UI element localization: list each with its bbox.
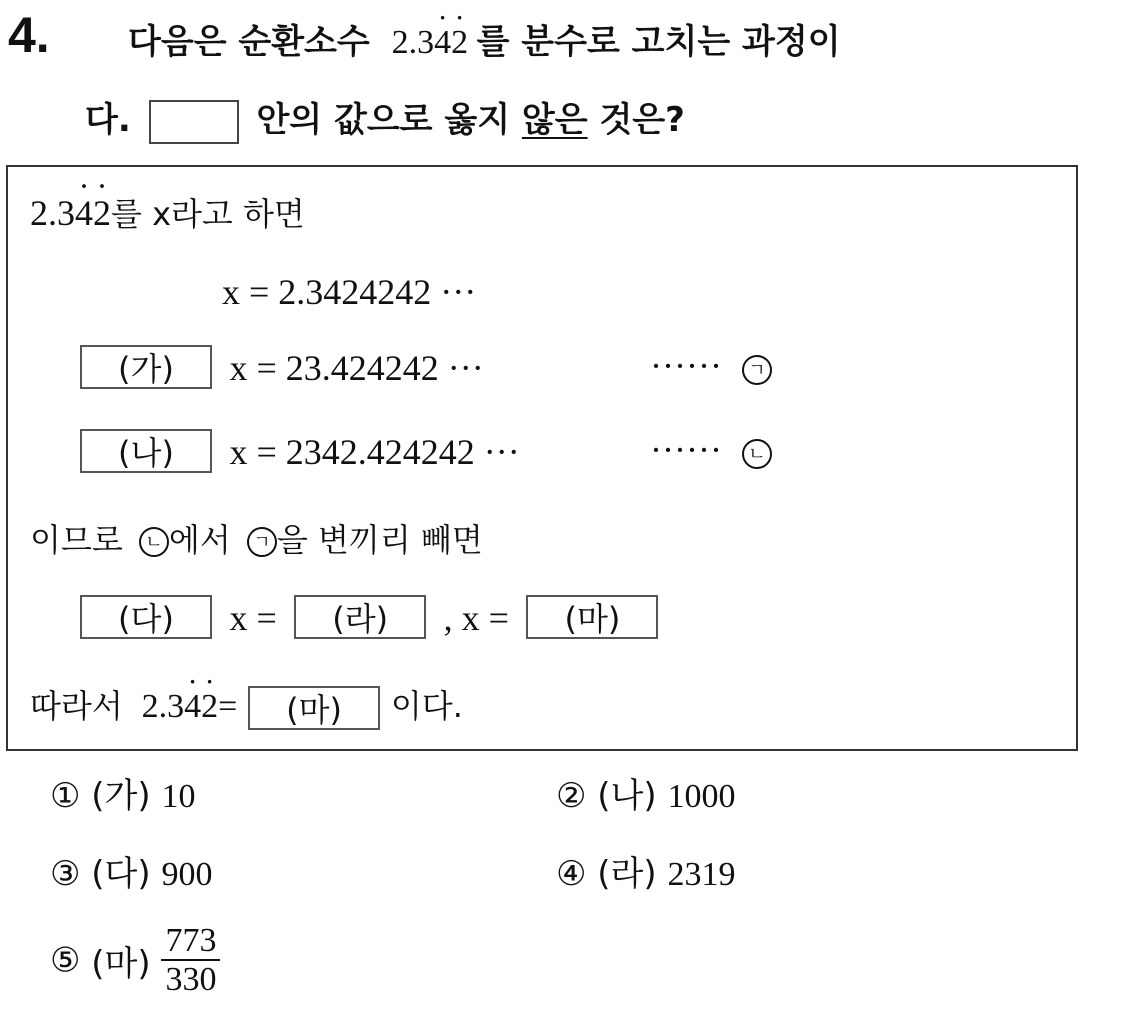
mark-giyeok xyxy=(742,355,772,385)
equation-3-row xyxy=(80,595,658,639)
choice-2-number: ② xyxy=(556,776,587,816)
box-line-1-rest: 를 x라고 하면 xyxy=(111,195,305,233)
question-line2-end: 것은? xyxy=(599,100,685,140)
subtract-text-a: 이므로 xyxy=(30,521,123,559)
label-na: (나) xyxy=(80,429,212,473)
choice-1[interactable] xyxy=(50,768,195,817)
subtract-circle-nieun-icon: ㄴ xyxy=(139,527,169,557)
dots-1: ······ xyxy=(650,346,722,386)
choice-1-value: 10 xyxy=(161,778,196,815)
rd-dot-digit-1: · 4 xyxy=(434,24,451,61)
box-line-1 xyxy=(30,189,305,235)
final-eq: = xyxy=(218,688,238,725)
fraction-numerator: 773 xyxy=(161,922,220,961)
mark-nieun xyxy=(742,439,772,469)
rd-dot-digit-2: · 2 xyxy=(451,24,468,61)
label-da: (다) xyxy=(80,595,212,639)
question-text-suffix: 를 분수로 고치는 과정이 xyxy=(476,22,841,62)
question-line2-middle: 안의 값으로 옳지 xyxy=(256,100,511,140)
equation-3-mid: x = xyxy=(229,598,277,638)
question-number: 4. xyxy=(8,7,50,63)
label-ga: (가) xyxy=(80,345,212,389)
solution-box xyxy=(6,165,1078,751)
final-prefix: 따라서 xyxy=(30,687,123,725)
question-underlined-word: 않은 xyxy=(521,100,588,140)
choice-5-label: (마) xyxy=(91,943,151,984)
subtract-text-c: 을 변끼리 빼면 xyxy=(276,521,483,559)
equation-2-row xyxy=(80,429,520,473)
question-line-2 xyxy=(85,92,685,144)
final-line xyxy=(30,681,463,730)
question-line-1 xyxy=(128,14,841,63)
fraction-denominator: 330 xyxy=(165,961,217,999)
choice-5-fraction xyxy=(161,922,220,999)
blank-box-icon xyxy=(149,100,239,144)
choice-4-label: (라) xyxy=(597,854,657,894)
final-suffix: 이다. xyxy=(390,687,463,725)
choice-2-value: 1000 xyxy=(667,778,736,815)
rd-intro: 2.3 xyxy=(391,24,435,61)
equation-1: x = 23.424242 ··· xyxy=(229,348,484,388)
subtract-circle-giyeok-icon: ㄱ xyxy=(247,527,277,557)
subtract-line xyxy=(30,515,483,561)
equation-3-comma: , x = xyxy=(443,598,509,638)
choice-1-number: ① xyxy=(50,776,81,816)
final-decimal: 2.3· 4· 2 xyxy=(142,688,219,725)
equation-2: x = 2342.424242 ··· xyxy=(229,432,520,472)
circle-giyeok-icon: ㄱ xyxy=(742,355,772,385)
choice-2[interactable] xyxy=(556,768,735,817)
choice-5-number: ⑤ xyxy=(50,940,81,981)
repeating-decimal xyxy=(392,24,477,61)
choice-4-number: ④ xyxy=(556,854,587,894)
choice-3[interactable] xyxy=(50,846,212,895)
question-text-prefix: 다음은 순환소수 xyxy=(128,22,370,62)
choice-4[interactable] xyxy=(556,846,735,895)
final-label: (마) xyxy=(248,686,380,730)
box-decimal: 2.3· 4· 2 xyxy=(30,193,111,233)
choice-3-label: (다) xyxy=(91,854,151,894)
label-ma: (마) xyxy=(526,595,658,639)
choice-4-value: 2319 xyxy=(667,856,736,893)
choice-3-number: ③ xyxy=(50,854,81,894)
subtract-text-b: 에서 xyxy=(168,521,231,559)
equation-1-row xyxy=(80,345,484,389)
label-ra: (라) xyxy=(294,595,426,639)
dots-2: ······ xyxy=(650,430,722,470)
circle-nieun-icon: ㄴ xyxy=(742,439,772,469)
equation-0: x = 2.3424242 ··· xyxy=(222,272,477,312)
question-line2-start: 다. xyxy=(85,100,131,140)
choice-3-value: 900 xyxy=(161,856,213,893)
choice-1-label: (가) xyxy=(91,776,151,816)
choice-2-label: (나) xyxy=(597,776,657,816)
choice-5[interactable] xyxy=(50,922,220,999)
